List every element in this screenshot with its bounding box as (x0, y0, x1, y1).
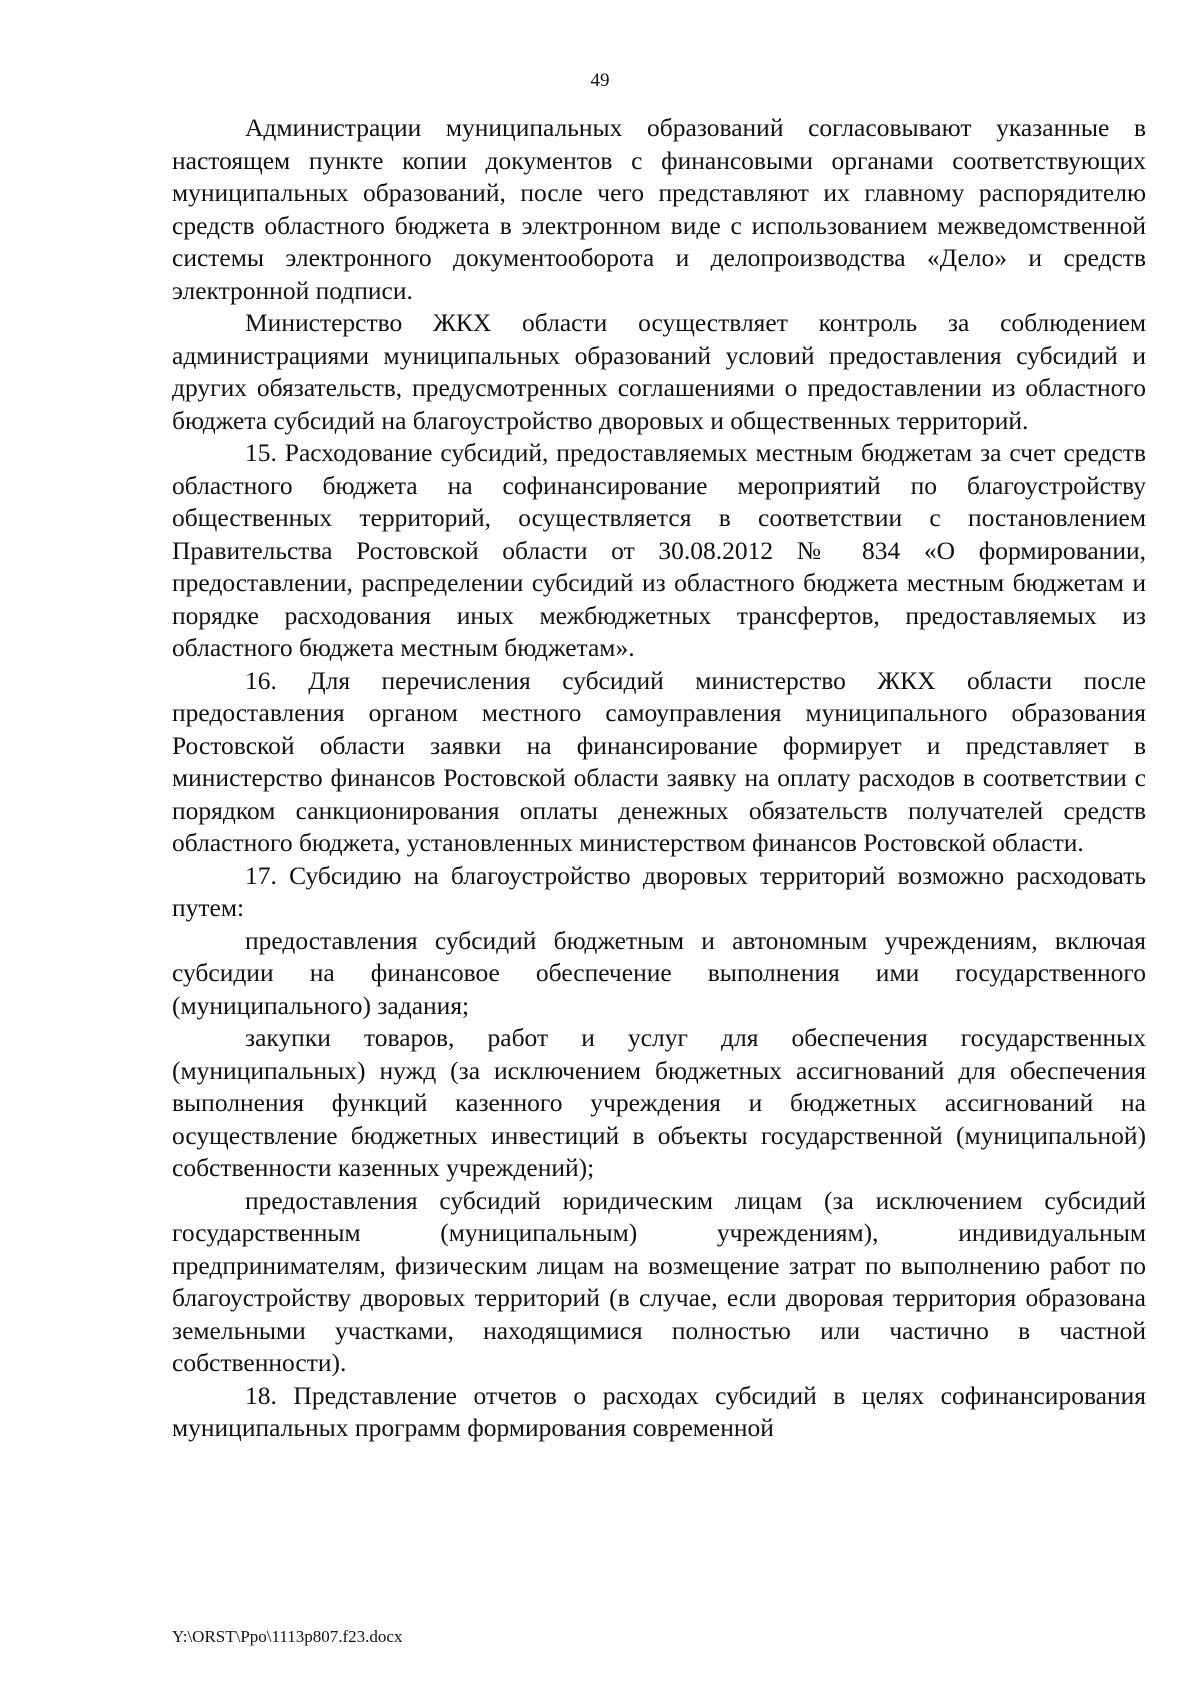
paragraph-item-17-option-1: предоставления субсидий бюджетным и автономным учреждениям, включая субсидии на финансовое обеспечение выполнения ими государственного (муниципального) задания; (172, 925, 1146, 1020)
page-number: 49 (590, 70, 610, 91)
paragraph-control: Министерство ЖКХ области осуществляет контроль за соблюдением администрациями муниципальных образований условий предоставления субсидий и других обязательств, предусмотренных соглашениями о предоставлении из областного бюджета субсидий на благоустройство дворовых и общественных территорий. (172, 308, 1146, 435)
paragraph-item-15: 15. Расходование субсидий, предоставляемых местным бюджетам за счет средств областного бюджета на софинансирование мероприятий по благоустройству общественных территорий, осуществляется в соответствии с постановлением Правительства Ростовской области от 30.08.2012 № 834 «О формировании, предоставлении, распределении субсидий из областного бюджета местным бюджетам и порядке расходования иных межбюджетных трансфертов, предоставляемых из областного бюджета местным бюджетам». (172, 438, 1146, 662)
footer-file-path: Y:\ORST\Ppo\1113p807.f23.docx (172, 1627, 403, 1646)
paragraph-item-18: 18. Представление отчетов о расходах субсидий в целях софинансирования муниципальных программ формирования современной (172, 1380, 1146, 1442)
document-body (172, 112, 1146, 1445)
paragraph-item-17-option-2: закупки товаров, работ и услуг для обеспечения государственных (муниципальных) нужд (за исключением бюджетных ассигнований для обеспечения выполнения функций казенного учреждения и бюджетных ассигнований на осуществление бюджетных инвестиций в объекты государственной (муниципальной) собственности казенных учреждений); (172, 1023, 1146, 1182)
paragraph-item-17: 17. Субсидию на благоустройство дворовых территорий возможно расходовать путем: (172, 860, 1146, 922)
paragraph-approval: Администрации муниципальных образований согласовывают указанные в настоящем пункте копии документов с финансовыми органами соответствующих муниципальных образований, после чего представляют их главному распорядителю средств областного бюджета в электронном виде с использованием межведомственной системы электронного документооборота и делопроизводства «Дело» и средств электронной подписи. (172, 113, 1146, 305)
paragraph-item-16: 16. Для перечисления субсидий министерство ЖКХ области после предоставления органом местного самоуправления муниципального образования Ростовской области заявки на финансирование формирует и представляет в министерство финансов Ростовской области заявку на оплату расходов в соответствии с порядком санкционирования оплаты денежных обязательств получателей средств областного бюджета, установленных министерством финансов Ростовской области. (172, 665, 1146, 857)
paragraph-item-17-option-3: предоставления субсидий юридическим лицам (за исключением субсидий государственным (муниципальным) учреждениям), индивидуальным предпринимателям, физическим лицам на возмещение затрат по выполнению работ по благоустройству дворовых территорий (в случае, если дворовая территория образована земельными участками, находящимися полностью или частично в частной собственности). (172, 1185, 1146, 1377)
